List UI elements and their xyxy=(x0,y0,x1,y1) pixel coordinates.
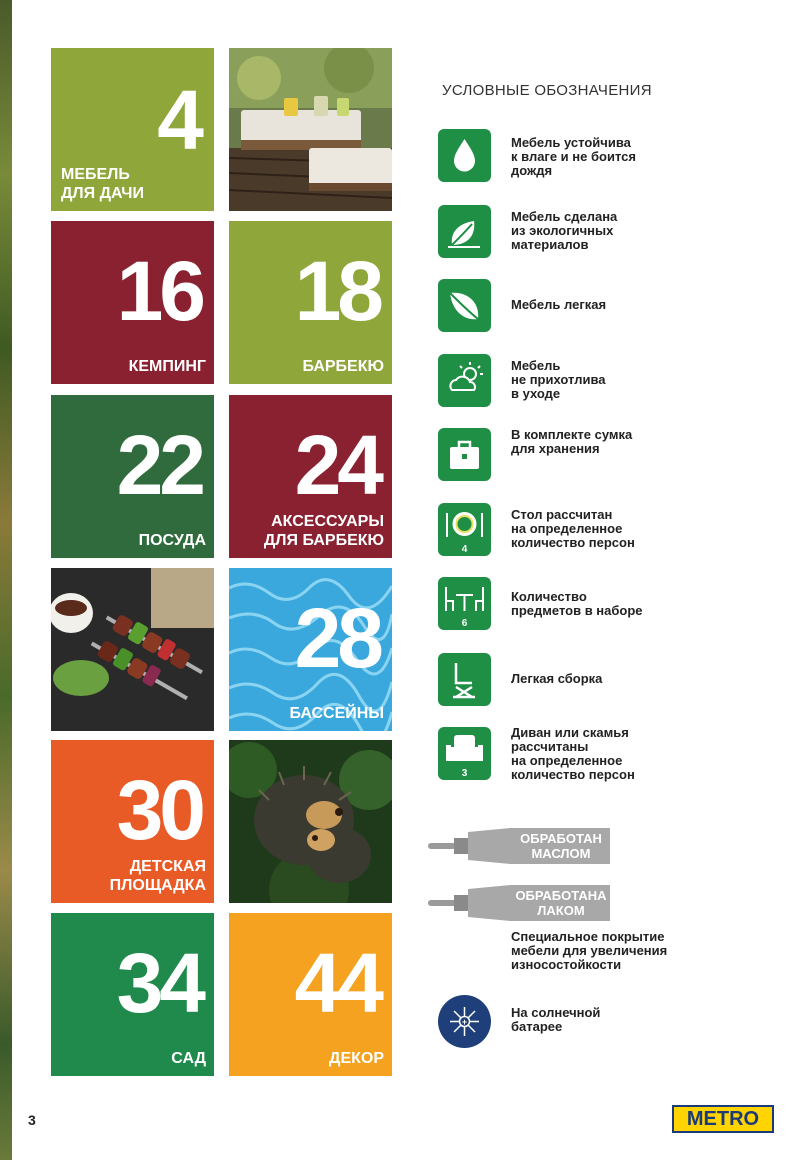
plate-badge: 4 xyxy=(461,544,468,555)
bag-icon xyxy=(438,428,491,481)
tile-pools[interactable] xyxy=(229,568,392,731)
tile-garden[interactable] xyxy=(51,913,214,1076)
legend-text-eco: Мебель сделана из экологичных материалов xyxy=(511,209,618,252)
brush-lacquer-label: ОБРАБОТАНА ЛАКОМ xyxy=(515,888,607,918)
tile-number: 22 xyxy=(116,418,202,512)
water-drop-icon xyxy=(438,129,491,182)
tile-barbecue[interactable] xyxy=(229,221,392,384)
legend-text-care: Мебель не прихотлива в уходе xyxy=(511,358,606,401)
legend-text-solar: На солнечной батарее xyxy=(511,1005,601,1034)
legend-text-bag: В комплекте сумка для хранения xyxy=(511,427,633,456)
tile-label: АКСЕССУАРЫ ДЛЯ БАРБЕКЮ xyxy=(263,513,384,549)
legend-text-assembly: Легкая сборка xyxy=(511,671,603,686)
tile-label: БАССЕЙНЫ xyxy=(289,705,384,722)
legend-text-sofa: Диван или скамья рассчитаны на определенное количество персон xyxy=(511,725,635,782)
tile-bbq-accessories[interactable] xyxy=(229,395,392,558)
tile-number: 34 xyxy=(116,936,202,1030)
tile-furniture[interactable] xyxy=(51,48,214,211)
table-set-icon xyxy=(438,577,491,630)
brush-oil-icon xyxy=(428,826,618,866)
sofa-icon xyxy=(438,727,491,780)
table-set-badge: 6 xyxy=(461,618,468,629)
tile-number: 44 xyxy=(294,936,380,1030)
legend-text-light: Мебель легкая xyxy=(511,297,607,312)
tile-label: ПОСУДА xyxy=(138,532,206,549)
tile-camping[interactable] xyxy=(51,221,214,384)
kebab-photo xyxy=(51,568,214,731)
photo-edge-strip xyxy=(0,0,12,1160)
tile-label: САД xyxy=(171,1050,206,1067)
tile-playground[interactable] xyxy=(51,740,214,903)
tile-tableware[interactable] xyxy=(51,395,214,558)
legend-text-coating: Специальное покрытие мебели для увеличения износостойкости xyxy=(511,929,668,972)
tile-number: 30 xyxy=(116,763,202,857)
furniture-photo xyxy=(229,48,392,211)
legend-title: УСЛОВНЫЕ ОБОЗНАЧЕНИЯ xyxy=(442,82,652,99)
leaf-icon xyxy=(438,205,491,258)
hedgehog-photo xyxy=(229,740,392,903)
tile-number: 28 xyxy=(294,591,380,685)
tile-number: 16 xyxy=(116,244,202,338)
tile-number: 24 xyxy=(294,418,380,512)
chair-assembly-icon xyxy=(438,653,491,706)
tile-number: 18 xyxy=(294,244,380,338)
tile-label: БАРБЕКЮ xyxy=(302,358,384,375)
solar-panel-icon xyxy=(438,995,491,1048)
feather-icon xyxy=(438,279,491,332)
brush-lacquer-icon xyxy=(428,883,618,923)
tile-label: КЕМПИНГ xyxy=(128,358,206,375)
tile-label: МЕБЕЛЬ ДЛЯ ДАЧИ xyxy=(61,166,145,202)
tile-number: 4 xyxy=(157,73,200,167)
legend-text-set: Количество предметов в наборе xyxy=(511,589,643,618)
svg-text:+: + xyxy=(461,1017,468,1027)
brush-oil-label: ОБРАБОТАН МАСЛОМ xyxy=(520,831,602,861)
page-number: 3 xyxy=(28,1112,36,1128)
sofa-badge: 3 xyxy=(461,768,468,779)
tile-label: ДЕТСКАЯ ПЛОЩАДКА xyxy=(109,858,206,894)
legend-text-table: Стол рассчитан на определенное количество персон xyxy=(511,507,635,550)
tile-decor[interactable] xyxy=(229,913,392,1076)
metro-logo: METRO xyxy=(672,1105,774,1133)
legend-text-water: Мебель устойчива к влаге и не боится дождя xyxy=(511,135,636,178)
plate-icon xyxy=(438,503,491,556)
tile-label: ДЕКОР xyxy=(329,1050,384,1067)
weather-icon xyxy=(438,354,491,407)
